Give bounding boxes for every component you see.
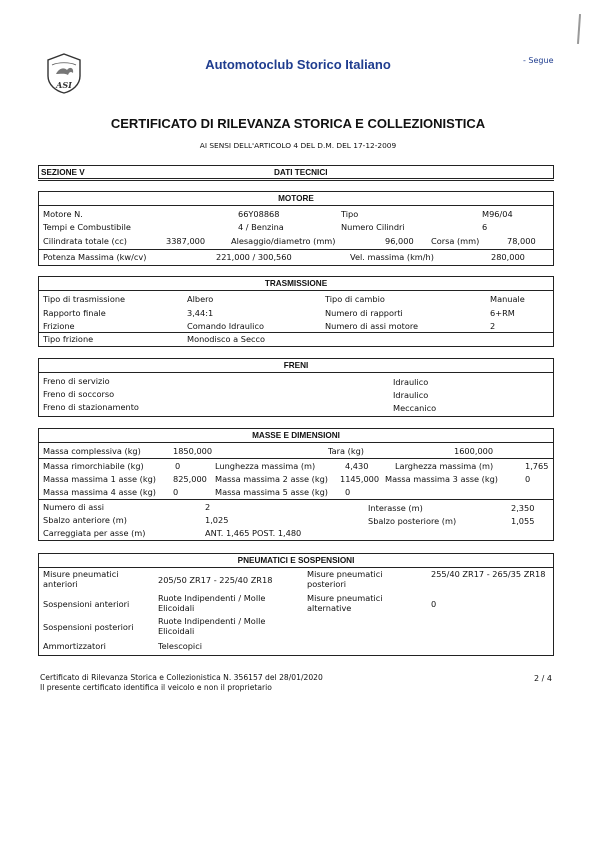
numero-assi-label: Numero di assi bbox=[43, 502, 105, 512]
massa-asse3-label: Massa massima 3 asse (kg) bbox=[385, 474, 498, 484]
massa-complessiva-value: 1850,000 bbox=[173, 446, 213, 456]
logo-text: ASI bbox=[56, 80, 72, 90]
num-rapporti-value: 6+RM bbox=[490, 308, 515, 318]
vel-label: Vel. massima (km/h) bbox=[350, 252, 434, 262]
motore-box bbox=[38, 191, 554, 266]
interasse-label: Interasse (m) bbox=[368, 503, 423, 513]
motore-header: MOTORE bbox=[39, 192, 553, 206]
larghezza-value: 1,765 bbox=[525, 461, 549, 471]
carreggiata-label: Carreggiata per asse (m) bbox=[43, 528, 146, 538]
cilindrata-value: 3387,000 bbox=[166, 236, 206, 246]
freno-servizio-label: Freno di servizio bbox=[43, 376, 110, 386]
rapporto-label: Rapporto finale bbox=[43, 308, 106, 318]
cambio-label: Tipo di cambio bbox=[325, 294, 385, 304]
tempi-value: 4 / Benzina bbox=[238, 222, 284, 232]
tara-label: Tara (kg) bbox=[328, 446, 364, 456]
organization-name: Automotoclub Storico Italiano bbox=[205, 57, 391, 72]
row-divider bbox=[39, 458, 553, 459]
numero-assi-value: 2 bbox=[205, 502, 211, 512]
sbalzo-posteriore-value: 1,055 bbox=[511, 516, 535, 526]
page-number: 2 / 4 bbox=[534, 674, 552, 683]
carreggiata-value: ANT. 1,465 POST. 1,480 bbox=[205, 528, 302, 538]
alesaggio-label: Alesaggio/diametro (mm) bbox=[231, 236, 336, 246]
footer bbox=[40, 673, 323, 693]
tempi-label: Tempi e Combustibile bbox=[43, 222, 131, 232]
cilindri-value: 6 bbox=[482, 222, 488, 232]
segue-label: - Segue bbox=[523, 56, 554, 65]
rapporto-value: 3,44:1 bbox=[187, 308, 214, 318]
footer-note-line: Il presente certificato identifica il veicolo e non il proprietario bbox=[40, 683, 272, 692]
tipo-frizione-label: Tipo frizione bbox=[43, 334, 94, 344]
massa-asse2-value: 1145,000 bbox=[340, 474, 380, 484]
motore-n-label: Motore N. bbox=[43, 209, 83, 219]
massa-complessiva-label: Massa complessiva (kg) bbox=[43, 446, 141, 456]
sospensioni-anteriori-value: Ruote Indipendenti / Molle Elicoidali bbox=[158, 593, 266, 613]
ammortizzatori-value: Telescopici bbox=[158, 641, 202, 651]
tipo-value: M96/04 bbox=[482, 209, 513, 219]
cilindri-label: Numero Cilindri bbox=[341, 222, 405, 232]
pneumatici-box bbox=[38, 553, 554, 656]
massa-asse4-value: 0 bbox=[173, 487, 179, 497]
corsa-label: Corsa (mm) bbox=[431, 236, 480, 246]
ammortizzatori-label: Ammortizzatori bbox=[43, 641, 106, 651]
footer-certificate-line: Certificato di Rilevanza Storica e Collezionistica N. 356157 del 28/01/2020 bbox=[40, 673, 323, 682]
massa-rimorchiabile-value: 0 bbox=[175, 461, 181, 471]
lunghezza-value: 4,430 bbox=[345, 461, 369, 471]
misure-alternative-label: Misure pneumatici alternative bbox=[307, 593, 383, 613]
document-subtitle: AI SENSI DELL'ARTICOLO 4 DEL D.M. DEL 17-12-2009 bbox=[199, 141, 397, 150]
alesaggio-value: 96,000 bbox=[385, 236, 414, 246]
sbalzo-posteriore-label: Sbalzo posteriore (m) bbox=[368, 516, 457, 526]
section-header-bar bbox=[38, 165, 554, 179]
massa-asse2-label: Massa massima 2 asse (kg) bbox=[215, 474, 328, 484]
row-divider bbox=[39, 332, 553, 333]
misure-posteriori-value: 255/40 ZR17 - 265/35 ZR18 bbox=[431, 569, 546, 579]
massa-asse3-value: 0 bbox=[525, 474, 531, 484]
massa-asse5-value: 0 bbox=[345, 487, 351, 497]
frizione-label: Frizione bbox=[43, 321, 75, 331]
tipo-label: Tipo bbox=[341, 209, 359, 219]
row-divider bbox=[39, 249, 553, 250]
misure-anteriori-label: Misure pneumatici anteriori bbox=[43, 569, 119, 589]
motore-n-value: 66Y08868 bbox=[238, 209, 280, 219]
sbalzo-anteriore-label: Sbalzo anteriore (m) bbox=[43, 515, 127, 525]
document-title: CERTIFICATO DI RILEVANZA STORICA E COLLEZIONISTICA bbox=[110, 116, 486, 131]
misure-anteriori-value: 205/50 ZR17 - 225/40 ZR18 bbox=[158, 575, 273, 585]
massa-asse4-label: Massa massima 4 asse (kg) bbox=[43, 487, 156, 497]
assi-motore-value: 2 bbox=[490, 321, 496, 331]
section-divider bbox=[38, 180, 554, 181]
sbalzo-anteriore-value: 1,025 bbox=[205, 515, 229, 525]
larghezza-label: Larghezza massima (m) bbox=[395, 461, 494, 471]
pneumatici-header: PNEUMATICI E SOSPENSIONI bbox=[39, 554, 553, 568]
vel-value: 280,000 bbox=[491, 252, 525, 262]
freno-servizio-value: Idraulico bbox=[393, 377, 429, 387]
interasse-value: 2,350 bbox=[511, 503, 535, 513]
massa-asse1-value: 825,000 bbox=[173, 474, 207, 484]
lunghezza-label: Lunghezza massima (m) bbox=[215, 461, 316, 471]
sospensioni-posteriori-value: Ruote Indipendenti / Molle Elicoidali bbox=[158, 616, 266, 636]
tipo-trasmissione-label: Tipo di trasmissione bbox=[43, 294, 126, 304]
corsa-value: 78,000 bbox=[507, 236, 536, 246]
frizione-value: Comando Idraulico bbox=[187, 321, 264, 331]
tara-value: 1600,000 bbox=[454, 446, 494, 456]
masse-header: MASSE E DIMENSIONI bbox=[39, 429, 553, 443]
section-title: DATI TECNICI bbox=[274, 168, 328, 177]
potenza-label: Potenza Massima (kw/cv) bbox=[43, 252, 147, 262]
trasmissione-box bbox=[38, 276, 554, 347]
freni-box bbox=[38, 358, 554, 417]
freno-stazionamento-label: Freno di stazionamento bbox=[43, 402, 139, 412]
assi-motore-label: Numero di assi motore bbox=[325, 321, 419, 331]
tipo-frizione-value: Monodisco a Secco bbox=[187, 334, 265, 344]
cambio-value: Manuale bbox=[490, 294, 525, 304]
scan-edge-mark bbox=[577, 14, 581, 44]
section-label: SEZIONE V bbox=[41, 168, 85, 177]
sospensioni-anteriori-label: Sospensioni anteriori bbox=[43, 599, 130, 609]
misure-posteriori-label: Misure pneumatici posteriori bbox=[307, 569, 383, 589]
masse-box bbox=[38, 428, 554, 541]
potenza-value: 221,000 / 300,560 bbox=[216, 252, 292, 262]
trasmissione-header: TRASMISSIONE bbox=[39, 277, 553, 291]
massa-rimorchiabile-label: Massa rimorchiabile (kg) bbox=[43, 461, 144, 471]
cilindrata-label: Cilindrata totale (cc) bbox=[43, 236, 127, 246]
freno-stazionamento-value: Meccanico bbox=[393, 403, 437, 413]
freni-header: FRENI bbox=[39, 359, 553, 373]
misure-alternative-value: 0 bbox=[431, 599, 437, 609]
massa-asse5-label: Massa massima 5 asse (kg) bbox=[215, 487, 328, 497]
freno-soccorso-label: Freno di soccorso bbox=[43, 389, 115, 399]
freno-soccorso-value: Idraulico bbox=[393, 390, 429, 400]
massa-asse1-label: Massa massima 1 asse (kg) bbox=[43, 474, 156, 484]
num-rapporti-label: Numero di rapporti bbox=[325, 308, 403, 318]
row-divider bbox=[39, 499, 553, 500]
tipo-trasmissione-value: Albero bbox=[187, 294, 214, 304]
sospensioni-posteriori-label: Sospensioni posteriori bbox=[43, 622, 134, 632]
